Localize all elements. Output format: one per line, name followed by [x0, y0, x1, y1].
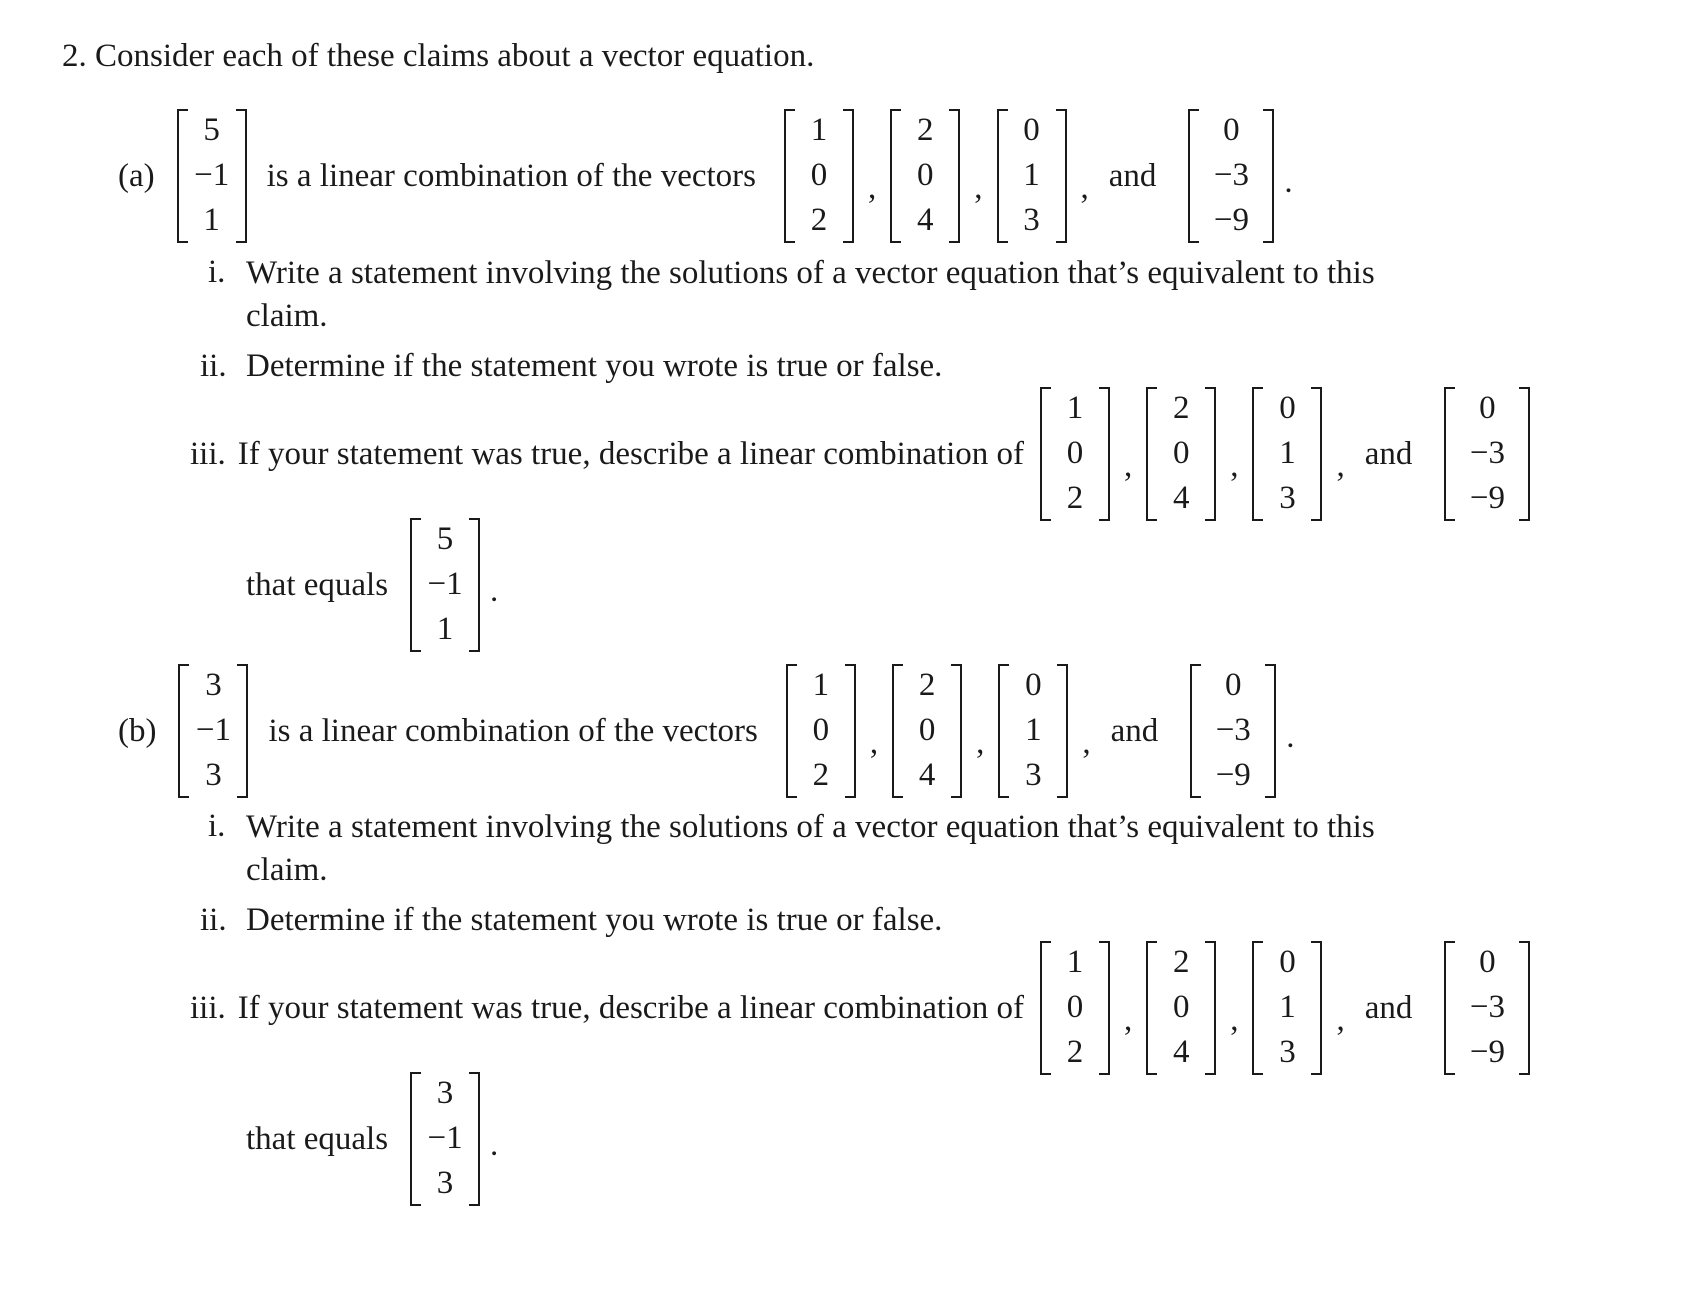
part-b-item-iii-label: iii. [190, 989, 226, 1026]
part-a-item-ii-label: ii. [200, 348, 227, 384]
part-a-vector-4: 0 −3 −9 [1188, 109, 1274, 243]
part-b-equals-text: that equals [246, 1120, 389, 1157]
part-b-and: and [1110, 712, 1159, 749]
part-a-claim-text: is a linear combination of the vectors [266, 157, 756, 194]
part-a-item-i-label: i. [208, 254, 226, 290]
part-b-item-iii: iii. If your statement was true, describe a linear combination of 1 0 2 , 2 0 4 , 0 1 3 , and 0 −3 −9 [190, 941, 1536, 1075]
part-a-vector-1: 1 0 2 [784, 109, 854, 243]
part-a-item-iii: iii. If your statement was true, describe a linear combination of 1 0 2 , 2 0 4 , 0 1 3 , and 0 −3 −9 [190, 387, 1536, 521]
part-b-item-iii-text: If your statement was true, describe a linear combination of [237, 989, 1024, 1026]
part-b-item-ii-text: Determine if the statement you wrote is true or false. [246, 902, 943, 938]
part-a-and: and [1108, 157, 1157, 194]
problem-intro: Consider each of these claims about a vector equation. [95, 38, 815, 74]
part-a-label: (a) [118, 157, 155, 194]
part-a-equals-text: that equals [246, 566, 389, 603]
part-b-label: (b) [118, 712, 157, 749]
part-a-item-ii-text: Determine if the statement you wrote is true or false. [246, 348, 943, 384]
part-a-vector-3: 0 1 3 [997, 109, 1067, 243]
part-a-iii-and: and [1364, 435, 1413, 472]
part-a-claim: (a) 5 −1 1 is a linear combination of the vectors 1 0 2 , 2 0 4 , 0 1 3 , and 0 −3 −9 . [118, 109, 1293, 243]
part-a-item-iii-label: iii. [190, 435, 226, 472]
part-a-iii-vector-4: 0 −3 −9 [1444, 387, 1530, 521]
part-b-item-i-label: i. [208, 808, 226, 844]
part-b-vector-2: 2 0 4 [892, 664, 962, 798]
part-b-iii-vector-2: 2 0 4 [1146, 941, 1216, 1075]
part-a-target-vector: 5 −1 1 [177, 109, 247, 243]
part-b-claim: (b) 3 −1 3 is a linear combination of the vectors 1 0 2 , 2 0 4 , 0 1 3 , and 0 −3 −9 . [118, 664, 1295, 798]
part-a-iii-vector-1: 1 0 2 [1040, 387, 1110, 521]
part-a-item-iii-text: If your statement was true, describe a linear combination of [237, 435, 1024, 472]
part-a-item-i-text: Write a statement involving the solutions of a vector equation that’s equivalent to this claim. [246, 255, 1375, 334]
part-b-vector-3: 0 1 3 [998, 664, 1068, 798]
part-b-equals-line: that equals 3 −1 3 . [246, 1072, 498, 1206]
part-b-target-vector: 3 −1 3 [178, 664, 248, 798]
part-b-item-i-text: Write a statement involving the solutions of a vector equation that’s equivalent to this claim. [246, 809, 1375, 888]
part-b-iii-and: and [1364, 989, 1413, 1026]
part-b-item-ii-label: ii. [200, 902, 227, 938]
part-b-iii-vector-1: 1 0 2 [1040, 941, 1110, 1075]
part-b-vector-1: 1 0 2 [786, 664, 856, 798]
problem-number: 2. [62, 38, 87, 74]
problem-header [62, 40, 814, 73]
part-b-equals-vector: 3 −1 3 [410, 1072, 480, 1206]
part-b-vector-4: 0 −3 −9 [1190, 664, 1276, 798]
part-a-vector-2: 2 0 4 [890, 109, 960, 243]
part-b-iii-vector-3: 0 1 3 [1252, 941, 1322, 1075]
part-a-iii-vector-2: 2 0 4 [1146, 387, 1216, 521]
part-a-equals-line: that equals 5 −1 1 . [246, 518, 498, 652]
part-a-iii-vector-3: 0 1 3 [1252, 387, 1322, 521]
part-a-equals-vector: 5 −1 1 [410, 518, 480, 652]
part-b-claim-text: is a linear combination of the vectors [268, 712, 758, 749]
part-b-iii-vector-4: 0 −3 −9 [1444, 941, 1530, 1075]
